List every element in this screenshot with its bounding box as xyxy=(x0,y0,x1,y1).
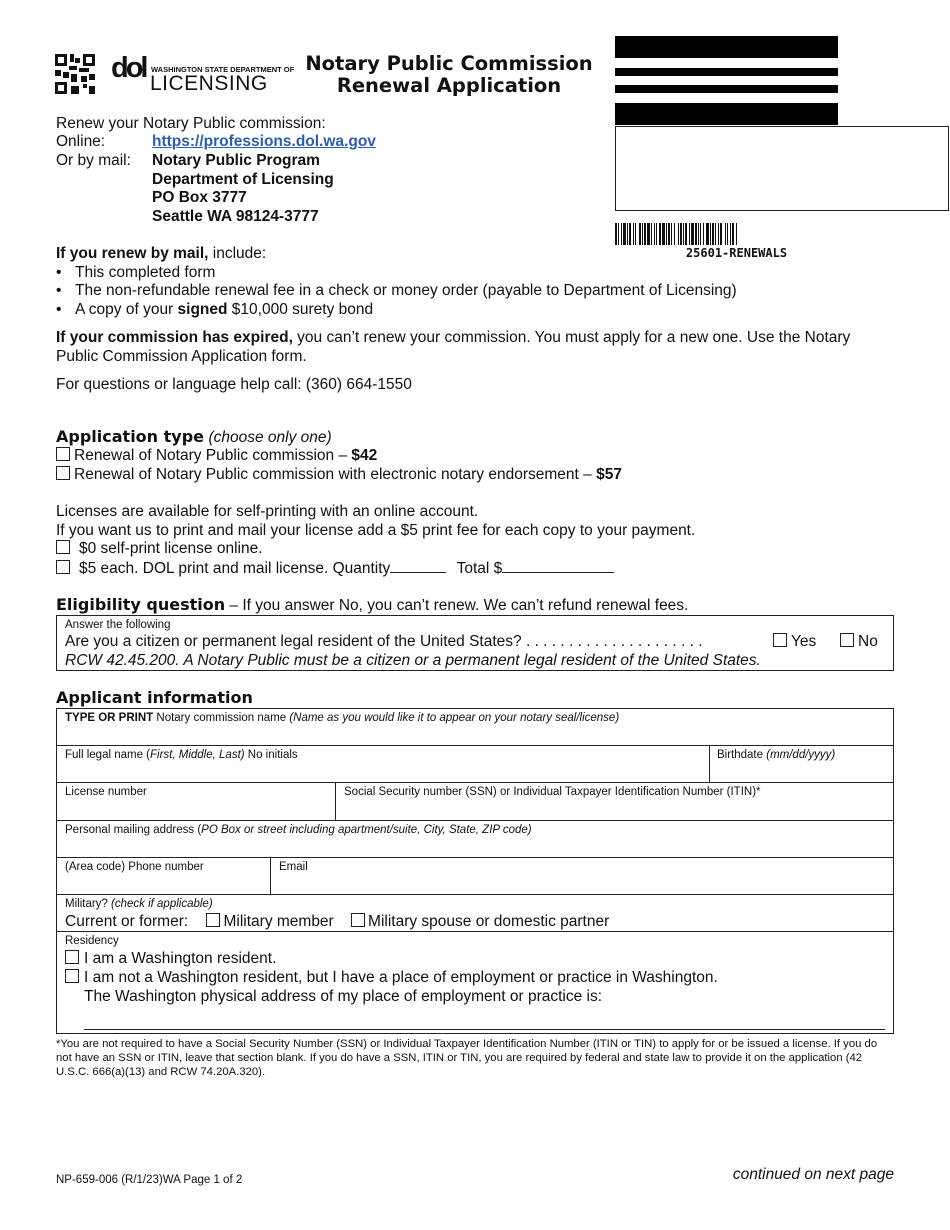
expired-notice: If your commission has expired, you can’t renew your commission. You must apply for a new one. Use the Notary Public Commission Application form. xyxy=(56,329,851,365)
residency-nonresident-checkbox[interactable] xyxy=(65,969,79,983)
applicant-info-table xyxy=(56,708,894,1034)
redacted-bar-4 xyxy=(615,103,838,125)
mail-include-item-1: • This completed form xyxy=(56,264,216,281)
license-print-line-1: Licenses are available for self-printing with an online account. xyxy=(56,503,479,520)
mail-include-item-3: • A copy of your signed $10,000 surety bond xyxy=(56,301,374,318)
dol-logo xyxy=(111,52,295,95)
residency-physical-address-label: The Washington physical address of my place of employment or practice is: xyxy=(84,988,603,1005)
answer-label: Answer the following xyxy=(65,619,171,631)
office-use-box xyxy=(615,126,949,211)
eligibility-box xyxy=(56,615,894,671)
form-id: NP-659-006 (R/1/23)WA Page 1 of 2 xyxy=(56,1174,243,1186)
application-type-option-1[interactable]: Renewal of Notary Public commission – $42 xyxy=(56,446,377,465)
license-number-field[interactable]: License number xyxy=(57,783,336,820)
mail-include-item-2: • The non-refundable renewal fee in a check or money order (payable to Department of Licensing) xyxy=(56,282,737,299)
form-title-line1: Notary Public Commission xyxy=(305,52,593,75)
ssn-field[interactable]: Social Security number (SSN) or Individual Taxpayer Identification Number (ITIN)* xyxy=(344,786,761,798)
renew-line: Renew your Notary Public commission: xyxy=(56,115,326,132)
redacted-bar-3 xyxy=(615,85,838,93)
eligibility-heading: Eligibility question – If you answer No, you can’t renew. We can’t refund renewal fees. xyxy=(56,595,689,614)
self-print-checkbox[interactable] xyxy=(56,540,70,554)
military-row: Military? (check if applicable) Current or former: Military member Military spouse or domestic partner xyxy=(57,895,893,932)
redacted-bar-2 xyxy=(615,68,838,76)
mail-label: Or by mail: xyxy=(56,152,131,169)
agency-small-text: WASHINGTON STATE DEPARTMENT OF xyxy=(151,65,295,74)
online-label: Online: xyxy=(56,133,106,150)
mail-print-option[interactable]: $5 each. DOL print and mail license. Quantity Total $ xyxy=(56,558,614,578)
quantity-field[interactable] xyxy=(390,558,446,573)
form-title-line2: Renewal Application xyxy=(336,74,562,97)
mailing-address-field[interactable]: Personal mailing address (PO Box or street including apartment/suite, City, State, ZIP code) xyxy=(57,821,893,858)
continued-note: continued on next page xyxy=(732,1166,894,1183)
military-spouse-checkbox[interactable] xyxy=(351,913,365,927)
ssn-footnote: *You are not required to have a Social Security Number (SSN) or Individual Taxpayer Identification Number (ITIN or TIN) to apply for or be issued a license. If you do not have an SSN or ITIN, leave that section blank. If you do have a SSN, ITIN or TIN, you are required by federal and state law to provide it on the application (42 U.S.C. 666(a)(13) and RCW 74.20A.320). xyxy=(56,1038,878,1078)
eligibility-no-checkbox[interactable] xyxy=(840,633,854,647)
mail-address-line-1: Notary Public Program xyxy=(152,152,320,169)
eligibility-question: Are you a citizen or permanent legal resident of the United States? . . . . . . . . . . . . . . . . . . . . . xyxy=(65,633,703,650)
eligibility-no-option[interactable]: No xyxy=(840,632,878,651)
mail-address-line-4: Seattle WA 98124-3777 xyxy=(152,208,319,225)
questions-line: For questions or language help call: (360) 664-1550 xyxy=(56,376,412,393)
dol-logo-mark: dol xyxy=(111,52,146,84)
barcode-text: 25601-RENEWALS xyxy=(685,246,788,260)
barcode-icon xyxy=(615,223,838,245)
military-current-label: Current or former: xyxy=(65,913,189,930)
license-ssn-row xyxy=(57,783,893,821)
mail-address-line-3: PO Box 3777 xyxy=(152,189,247,206)
rcw-note: RCW 42.45.200. A Notary Public must be a citizen or a permanent legal resident of the United States. xyxy=(65,652,761,669)
residency-resident-checkbox[interactable] xyxy=(65,950,79,964)
eligibility-yes-option[interactable]: Yes xyxy=(773,632,816,651)
residency-option-resident[interactable]: I am a Washington resident. xyxy=(65,949,276,968)
birthdate-field[interactable]: Birthdate (mm/dd/yyyy) xyxy=(717,749,836,761)
residency-section: Residency I am a Washington resident. I am not a Washington resident, but I have a place of employment or practice in Washington. The Washington physical address of my place of employment or practice is: xyxy=(57,932,893,1032)
legal-name-field[interactable]: Full legal name (First, Middle, Last) No initials xyxy=(57,746,710,782)
phone-field[interactable]: (Area code) Phone number xyxy=(57,858,271,894)
commission-name-field[interactable]: TYPE OR PRINT Notary commission name (Name as you would like it to appear on your notary seal/license) xyxy=(57,709,893,746)
online-url-link[interactable]: https://professions.dol.wa.gov xyxy=(152,133,376,150)
residency-option-nonresident[interactable]: I am not a Washington resident, but I have a place of employment or practice in Washington. xyxy=(65,968,718,987)
mail-address-line-2: Department of Licensing xyxy=(152,171,334,188)
mail-print-checkbox[interactable] xyxy=(56,560,70,574)
agency-big-text: LICENSING xyxy=(150,72,268,95)
total-field[interactable] xyxy=(502,558,614,573)
legal-name-row xyxy=(57,746,893,783)
email-field[interactable]: Email xyxy=(279,861,308,873)
qr-code-icon xyxy=(55,54,95,94)
self-print-option[interactable]: $0 self-print license online. xyxy=(56,539,263,558)
application-type-checkbox-2[interactable] xyxy=(56,466,70,480)
physical-address-field[interactable] xyxy=(84,1029,885,1030)
license-print-line-2: If you want us to print and mail your license add a $5 print fee for each copy to your payment. xyxy=(56,522,696,539)
application-type-heading: Application type (choose only one) xyxy=(56,427,332,446)
military-member-option[interactable]: Military member xyxy=(206,913,333,930)
application-type-option-2[interactable]: Renewal of Notary Public commission with electronic notary endorsement – $57 xyxy=(56,465,622,484)
military-member-checkbox[interactable] xyxy=(206,913,220,927)
military-spouse-option[interactable]: Military spouse or domestic partner xyxy=(351,913,609,930)
phone-email-row xyxy=(57,858,893,895)
redacted-bar-1 xyxy=(615,36,838,58)
application-type-checkbox-1[interactable] xyxy=(56,447,70,461)
eligibility-yes-checkbox[interactable] xyxy=(773,633,787,647)
mail-include-lead: If you renew by mail, include: xyxy=(56,245,267,262)
applicant-info-heading: Applicant information xyxy=(56,688,253,707)
